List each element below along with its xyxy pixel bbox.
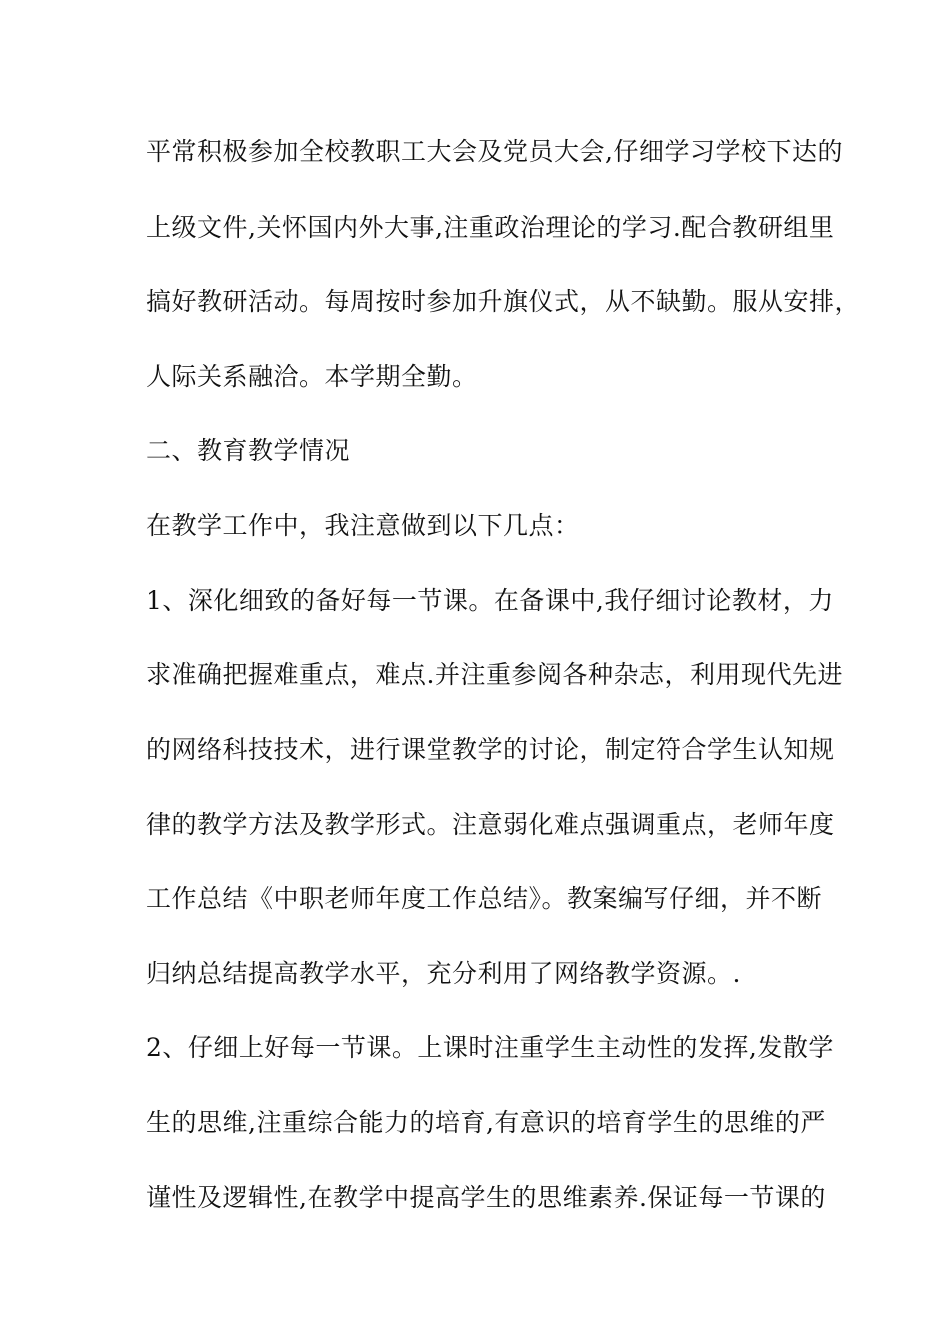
text-line: 1、深化细致的备好每一节课。在备课中,我仔细讨论教材，力 — [146, 586, 834, 615]
text-line: 谨性及逻辑性,在教学中提高学生的思维素养.保证每一节课的 — [146, 1183, 826, 1212]
text-line: 上级文件,关怀国内外大事,注重政治理论的学习.配合教研组里 — [146, 213, 835, 242]
text-line: 的网络科技技术，进行课堂教学的讨论，制定符合学生认知规 — [146, 735, 835, 764]
text-line: 工作总结《中职老师年度工作总结》。教案编写仔细，并不断 — [146, 884, 823, 913]
text-line: 生的思维,注重综合能力的培育,有意识的培育学生的思维的严 — [146, 1108, 826, 1137]
text-line: 求准确把握难重点，难点.并注重参阅各种杂志，利用现代先进 — [146, 660, 843, 689]
text-line: 律的教学方法及教学形式。注意弱化难点强调重点，老师年度 — [146, 810, 835, 839]
text-line: 搞好教研活动。每周按时参加升旗仪式，从不缺勤。服从安排， — [146, 287, 861, 316]
text-line: 平常积极参加全校教职工大会及党员大会,仔细学习学校下达的 — [146, 137, 843, 166]
text-line: 人际关系融洽。本学期全勤。 — [146, 362, 478, 391]
text-line: 在教学工作中，我注意做到以下几点： — [146, 511, 580, 540]
text-line: 归纳总结提高教学水平，充分利用了网络教学资源。. — [146, 959, 741, 988]
section-heading: 二、教育教学情况 — [146, 436, 351, 465]
text-line: 2、仔细上好每一节课。上课时注重学生主动性的发挥,发散学 — [146, 1033, 834, 1062]
